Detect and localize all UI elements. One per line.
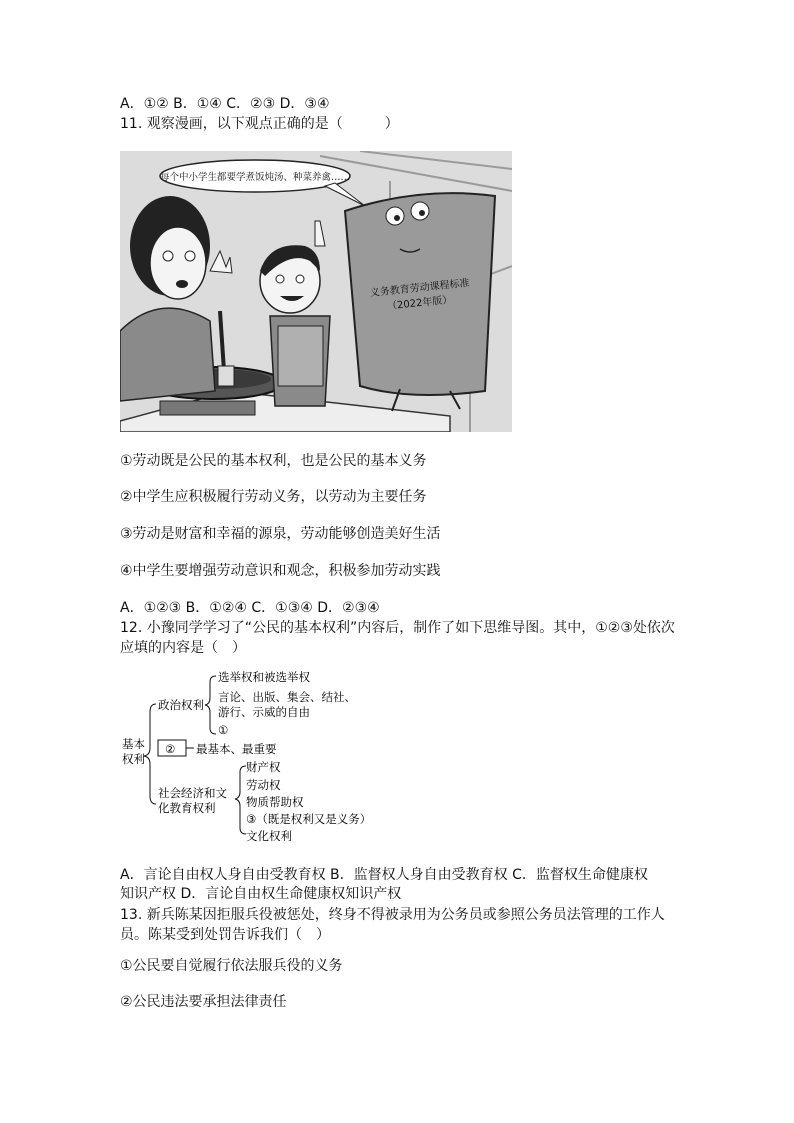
labor-cartoon — [120, 151, 512, 432]
mindmap-p1: 选举权和被选举权 — [218, 670, 310, 684]
mindmap-social-2: 化教育权利 — [158, 801, 216, 815]
q13-option-2: ②公民违法要承担法律责任 — [120, 994, 287, 1010]
mindmap-s2: 劳动权 — [246, 778, 281, 792]
mindmap-s1: 财产权 — [246, 760, 281, 774]
mindmap-social-1: 社会经济和文 — [158, 786, 227, 800]
q11-option-3: ③劳动是财富和幸福的源泉，劳动能够创造美好生活 — [120, 526, 441, 542]
mindmap-s4: ③（既是权利又是义务） — [246, 812, 372, 826]
q12-choices-2: 知识产权 D．言论自由权生命健康权知识产权 — [120, 886, 402, 902]
speech-bubble-text: 每个中小学生都要学煮饭炖汤、种菜养禽…… — [159, 172, 351, 183]
q13-stem: 13. 新兵陈某因拒服兵役被惩处，终身不得被录用为公务员或参照公务员法管理的工作人员。陈某受到处罚告诉我们（ ） — [120, 907, 665, 943]
q11-option-4: ④中学生要增强劳动意识和观念，积极参加劳动实践 — [120, 563, 441, 579]
mindmap-box2: ② — [165, 742, 176, 756]
q12-choices-1: A．言论自由权人身自由受教育权 B．监督权人身自由受教育权 C．监督权生命健康权 — [120, 867, 648, 883]
mindmap-s5: 文化权利 — [246, 829, 292, 843]
mindmap-p2-line1: 言论、出版、集会、结社、 — [218, 690, 356, 704]
mindmap-political: 政治权利 — [158, 698, 204, 712]
q13-option-1: ①公民要自觉履行依法服兵役的义务 — [120, 958, 343, 974]
q11-option-1: ①劳动既是公民的基本权利，也是公民的基本义务 — [120, 453, 427, 469]
mindmap-p3: ① — [218, 723, 229, 737]
mindmap-box2-note: 最基本、最重要 — [196, 742, 277, 756]
q11-choices: A．①②③ B．①②④ C．①③④ D．②③④ — [120, 600, 380, 616]
scroll-title: 义务教育劳动课程标准 — [369, 277, 471, 300]
q10-choices: A．①② B．①④ C．②③ D．③④ — [120, 96, 330, 112]
q11-option-2: ②中学生应积极履行劳动义务，以劳动为主要任务 — [120, 489, 427, 505]
q11-stem: 11. 观察漫画，以下观点正确的是（ ） — [120, 116, 399, 132]
mindmap-root-1: 基本 — [122, 737, 145, 751]
q12-stem: 12. 小豫同学学习了“公民的基本权利”内容后，制作了如下思维导图。其中，①②③处依次应填的内容是（ ） — [120, 620, 675, 656]
rights-mindmap — [120, 668, 400, 848]
mindmap-root-2: 权利 — [122, 752, 145, 766]
mindmap-s3: 物质帮助权 — [246, 795, 304, 809]
mindmap-p2-line2: 游行、示威的自由 — [218, 705, 310, 719]
scroll-subtitle: （2022年版） — [386, 294, 453, 313]
